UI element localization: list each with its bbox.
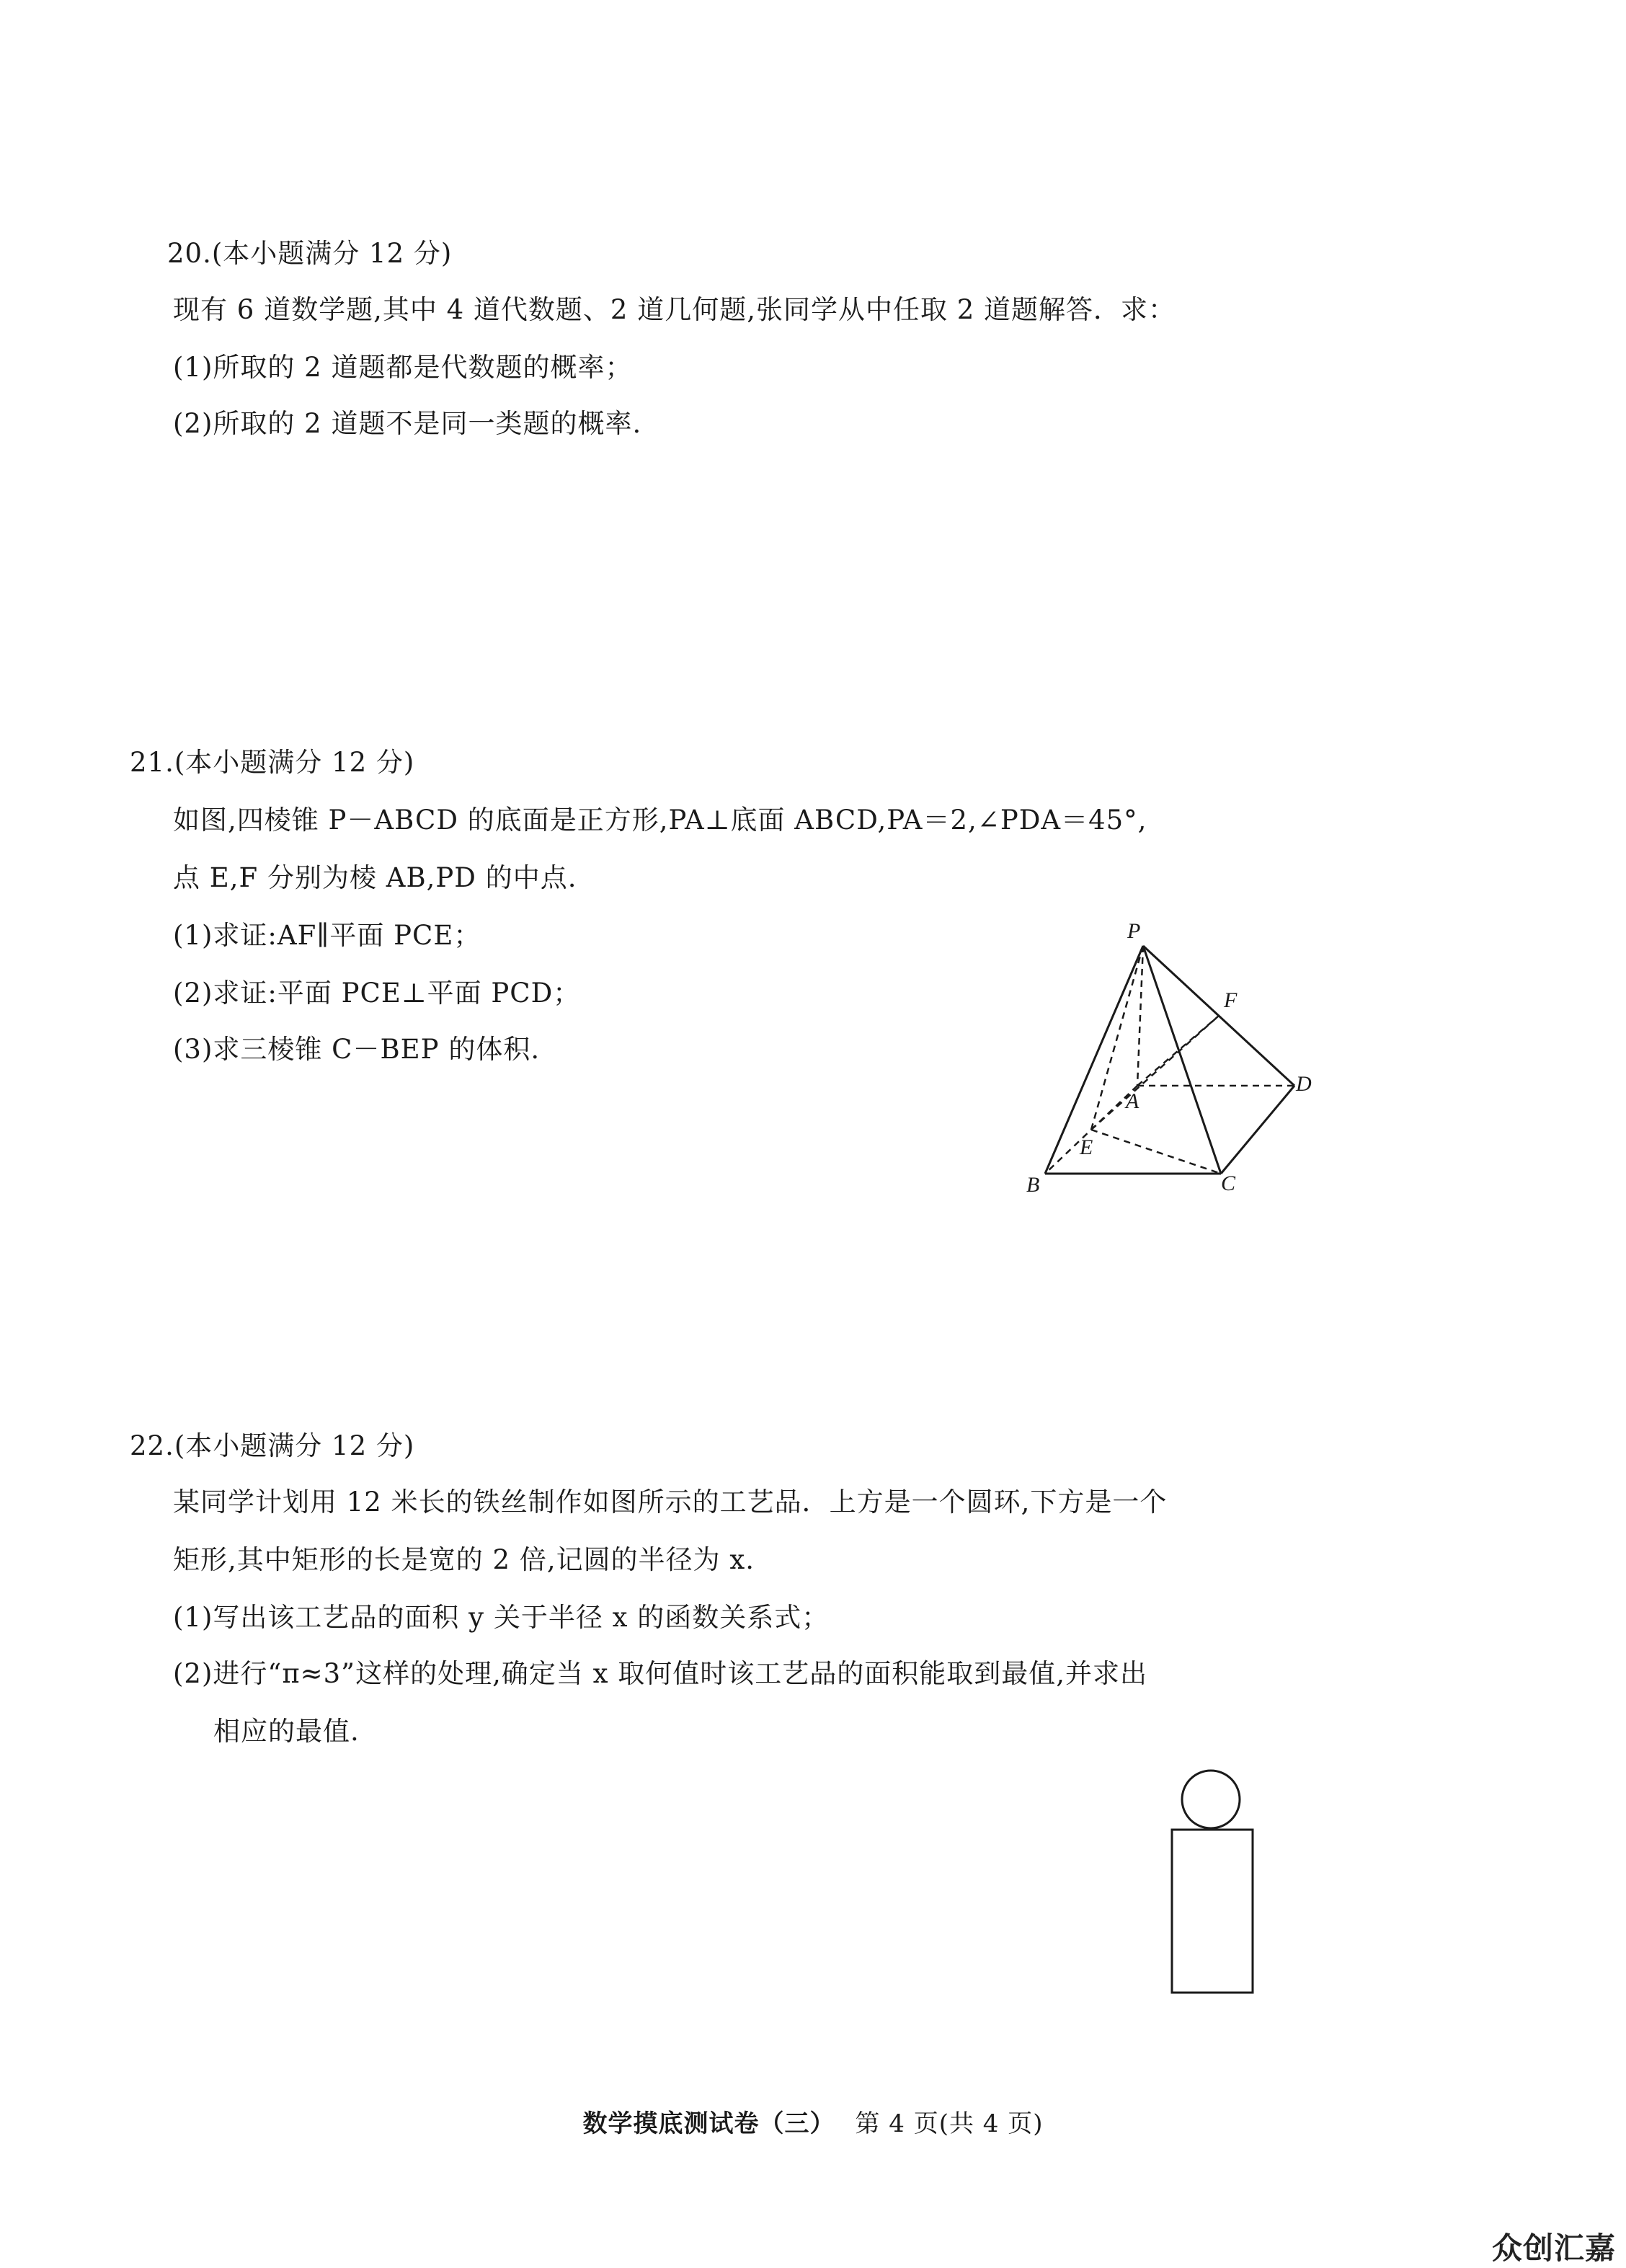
edge-EC [1091,1130,1221,1174]
q20-part1: (1)所取的 2 道题都是代数题的概率； [173,352,633,383]
q20-stem: 现有 6 道数学题,其中 4 道代数题、2 道几何题,张同学从中任取 2 道题解答．求： [173,294,1176,325]
q21-part2: (2)求证:平面 PCE⊥平面 PCD； [173,978,581,1009]
q20-heading: 20.(本小题满分 12 分) [167,238,453,269]
label-C: C [1221,1171,1236,1195]
q22-part2-line2: 相应的最值. [213,1716,360,1747]
label-B: B [1026,1173,1040,1197]
ring-circle [1182,1771,1240,1828]
q21-part3: (3)求三棱锥 C－BEP 的体积. [173,1034,541,1065]
edge-PC [1143,946,1221,1174]
watermark-logo: 众创汇嘉 [1491,2231,1616,2266]
edge-AB [1045,1086,1137,1174]
label-F: F [1224,988,1238,1012]
edge-AF [1137,1016,1219,1086]
q22-stem-line1: 某同学计划用 12 米长的铁丝制作如图所示的工艺品．上方是一个圆环,下方是一个 [173,1487,1168,1518]
footer-page-number: 第 4 页(共 4 页) [855,2109,1044,2138]
label-D: D [1296,1072,1312,1096]
label-E: E [1080,1135,1093,1159]
q22-part2-line1: (2)进行“π≈3”这样的处理,确定当 x 取何值时该工艺品的面积能取到最值,并求出 [173,1658,1148,1689]
edge-PA [1137,946,1143,1086]
label-P: P [1127,919,1141,943]
page-footer [0,2109,1626,2138]
edge-PB [1045,946,1143,1174]
q22-stem-line2: 矩形,其中矩形的长是宽的 2 倍,记圆的半径为 x. [173,1544,755,1575]
q20-part2: (2)所取的 2 道题不是同一类题的概率. [173,408,642,439]
edge-PD [1143,946,1294,1086]
edge-EF [1091,1016,1219,1130]
q21-part1: (1)求证:AF∥平面 PCE； [173,920,481,951]
label-A: A [1126,1089,1139,1113]
q21-stem-line2: 点 E,F 分别为棱 AB,PD 的中点. [173,862,577,893]
q22-part1: (1)写出该工艺品的面积 y 关于半径 x 的函数关系式； [173,1602,830,1633]
footer-title: 数学摸底测试卷（三） [582,2109,835,2138]
q21-stem-line1: 如图,四棱锥 P－ABCD 的底面是正方形,PA⊥底面 ABCD,PA＝2,∠PDA＝45°, [173,805,1147,836]
q22-heading: 22.(本小题满分 12 分) [130,1430,415,1461]
frame-rectangle [1172,1830,1253,1993]
edge-CD [1221,1086,1294,1174]
q21-heading: 21.(本小题满分 12 分) [130,747,415,778]
